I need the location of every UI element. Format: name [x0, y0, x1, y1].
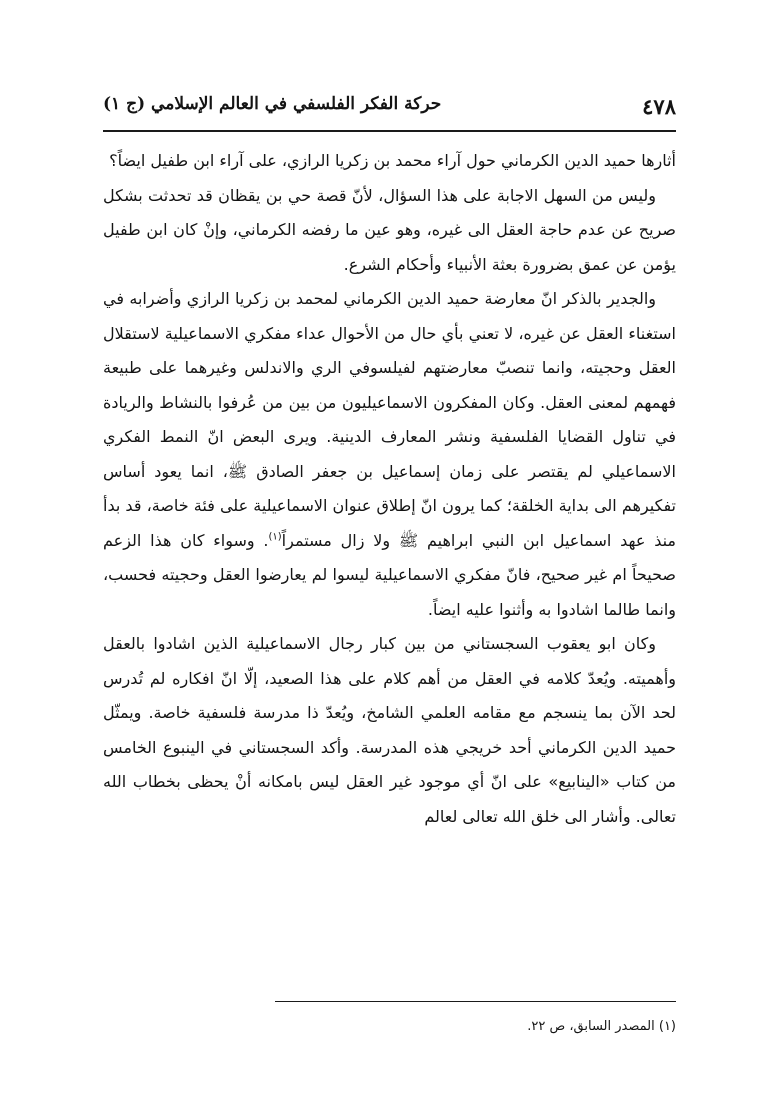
paragraph-3-text: والجدير بالذكر انّ معارضة حميد الدين الكرماني لمحمد بن زكريا الرازي وأضرابه في استغناء العقل عن غيره، لا تعني بأي حال من الأحوال عداء مفكري الاسماعيلية لاستقلال العقل وحجيته، وانما تنصبّ معارضتهم لفيلسوفي الري والاندلس وغيرهما على طبيعة فهمهم لمعنى العقل. وكان المفكرون الاسماعيليون من بين من عُرفوا بالنشاط والريادة في تناول القضايا الفلسفية ونشر المعارف الدينية. ويرى البعض انّ النمط الفكري الاسماعيلي لم يقتصر على زمان إسماعيل بن جعفر الصادق ﷺ، انما يعود أساس تفكيرهم الى بداية الخلقة؛ كما يرون انّ إطلاق عنوان الاسماعيلية على فئة خاصة، قد بدأ منذ عهد اسماعيل ابن النبي ابراهيم ﷺ ولا زال مستمراً — [103, 289, 676, 550]
body-text — [103, 144, 676, 834]
paragraph-3-continuation: . وسواء كان هذا الزعم صحيحاً ام غير صحيح، فانّ مفكري الاسماعيلية ليسوا لم يعارضوا العقل وحجيته فحسب، وانما طالما اشادوا به وأثنوا عليه ايضاً. — [103, 530, 676, 619]
page-number: ٤٧٨ — [642, 94, 676, 119]
footnote-reference[interactable]: (١) — [268, 531, 282, 543]
paragraph-3 — [103, 282, 676, 627]
running-title: حركة الفكر الفلسفي في العالم الإسلامي (ج ١) — [103, 94, 442, 114]
paragraph-2: وليس من السهل الاجابة على هذا السؤال، لأنّ قصة حي بن يقظان قد تحدثت بشكل صريح عن عدم حاجة العقل الى غيره، وهو عين ما رفضه الكرماني، وإنْ كان ابن طفيل يؤمن عن عمق بضرورة بعثة الأنبياء وأحكام الشرع. — [103, 185, 676, 274]
paragraph-1: أثارها حميد الدين الكرماني حول آراء محمد بن زكريا الرازي، على آراء ابن طفيل ايضاً؟ — [109, 151, 676, 170]
footnote: (١) المصدر السابق، ص ٢٢. — [527, 1019, 676, 1034]
footnote-divider — [275, 1001, 676, 1002]
page-header — [103, 92, 676, 126]
paragraph-4: وكان ابو يعقوب السجستاني من بين كبار رجال الاسماعيلية الذين اشادوا بالعقل وأهميته. ويُعدّ كلامه في العقل من أهم كلام على هذا الصعيد، إلّا انّ افكاره لم تُدرس لحد الآن بما ينسجم مع مقامه العلمي الشامخ، ويُعدّ ذا مدرسة فلسفية خاصة. ويمثّل حميد الدين الكرماني أحد خريجي هذه المدرسة. وأكد السجستاني في الينبوع الخامس من كتاب «الينابيع» على انّ أي موجود غير العقل ليس بامكانه أنْ يحظى بخطاب الله تعالى. وأشار الى خلق الله تعالى لعالم — [103, 634, 676, 826]
header-divider — [103, 130, 676, 132]
